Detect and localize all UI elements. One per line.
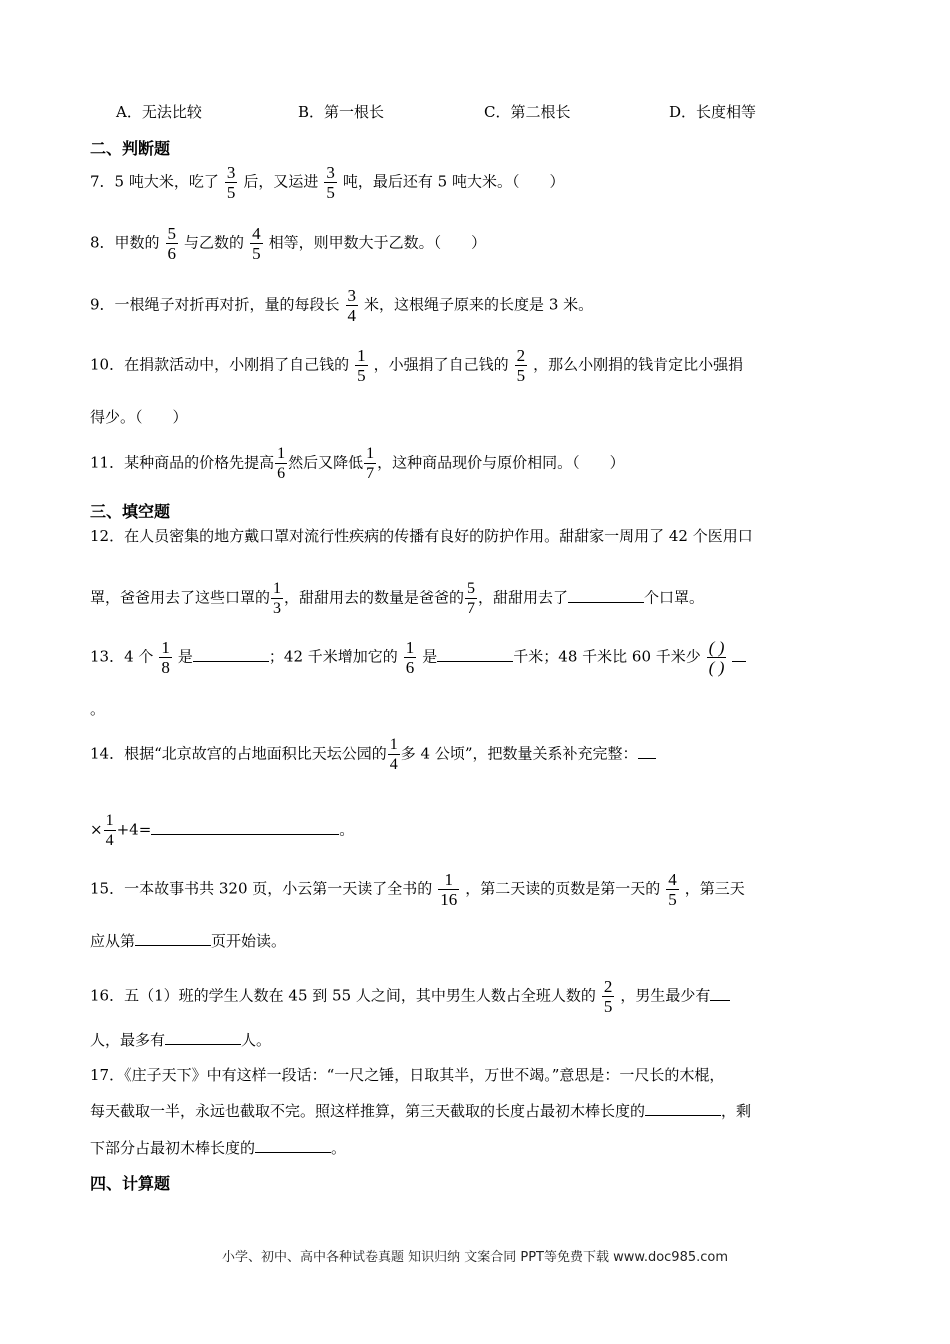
question-17-line2: 每天截取一半，永远也截取不完。照这样推算，第三天截取的长度占最初木棒长度的 ，剩	[90, 1102, 752, 1120]
question-14: 14．根据“北京故宫的占地面积比天坛公园的 $\frac{1}{4}$ 多 4 公顷”，把数量关系补充完整：	[90, 735, 656, 774]
question-10: 10．在捐款活动中，小刚捐了自己钱的 $\frac{1}{5}$ ，小强捐了自己钱的 $\frac{2}{5}$ ，那么小刚捐的钱肯定比小强捐	[90, 346, 744, 385]
section-calc-heading: 四、计算题	[90, 1174, 171, 1193]
question-16-cont: 人，最多有 人。	[90, 1031, 272, 1049]
answer-blank[interactable]	[193, 647, 269, 662]
question-17: 17．《庄子天下》中有这样一段话：“一尺之锤，日取其半，万世不竭。”意思是：一尺长的木棍，	[90, 1066, 725, 1084]
fraction: $\frac{1}{8}$	[161, 638, 170, 677]
answer-blank[interactable]	[732, 647, 746, 662]
fraction: $\frac{3}{5}$	[326, 163, 335, 202]
answer-blank[interactable]	[437, 647, 513, 662]
fraction-blank[interactable]: $\frac{( )}{( )}$	[708, 638, 725, 677]
fraction: $\frac{1}{16}$	[440, 870, 458, 909]
question-17-line3: 下部分占最初木棒长度的 。	[90, 1139, 347, 1157]
question-12-cont: 罩，爸爸用去了这些口罩的 $\frac{1}{3}$ ，甜甜用去的数量是爸爸的 $\frac{5}{7}$ ，甜甜用去了 个口罩。	[90, 580, 705, 617]
answer-blank[interactable]	[645, 1101, 721, 1116]
question-8: 8．甲数的 $\frac{5}{6}$ 与乙数的 $\frac{4}{5}$ 相等，则甲数大于乙数。（ ）	[90, 224, 487, 263]
fraction: $\frac{1}{3}$	[273, 580, 282, 617]
fraction: $\frac{2}{5}$	[516, 346, 526, 385]
option-b: B．第一根长	[298, 103, 385, 121]
section-fill-heading: 三、填空题	[90, 502, 171, 521]
question-15: 15．一本故事书共 320 页，小云第一天读了全书的 $\frac{1}{16}$ ，第二天读的页数是第一天的 $\frac{4}{5}$ ，第三天	[90, 870, 745, 909]
answer-blank[interactable]	[151, 820, 339, 835]
question-16: 16．五（1）班的学生人数在 45 到 55 人之间，其中男生人数占全班人数的 $\frac{2}{5}$ ，男生最少有	[90, 977, 730, 1016]
fraction: $\frac{5}{7}$	[467, 580, 476, 617]
page-footer: 小学、初中、高中各种试卷真题 知识归纳 文案合同 PPT等免费下载 www.doc985.com	[221, 1250, 729, 1265]
answer-blank[interactable]	[165, 1030, 241, 1045]
answer-blank[interactable]	[135, 931, 211, 946]
fraction: $\frac{1}{4}$	[389, 736, 398, 773]
fraction: $\frac{1}{7}$	[366, 445, 375, 482]
fraction: $\frac{4}{5}$	[252, 224, 261, 263]
fraction: $\frac{2}{5}$	[603, 977, 613, 1016]
question-12: 12．在人员密集的地方戴口罩对流行性疾病的传播有良好的防护作用。甜甜家一周用了 42 个医用口	[90, 527, 753, 545]
option-a: A．无法比较	[116, 103, 202, 121]
answer-blank[interactable]	[568, 588, 644, 603]
fraction: $\frac{5}{6}$	[167, 224, 177, 263]
fraction: $\frac{3}{5}$	[226, 163, 236, 202]
question-7: 7．5 吨大米，吃了 $\frac{3}{5}$ 后，又运进 $\frac{3}{5}$ 吨，最后还有 5 吨大米。（ ）	[90, 163, 565, 202]
section-judge-heading: 二、判断题	[90, 139, 171, 158]
answer-blank[interactable]	[638, 744, 656, 759]
question-13-end: 。	[90, 700, 106, 718]
option-d: D．长度相等	[669, 103, 757, 121]
answer-blank[interactable]	[255, 1138, 331, 1153]
fraction: $\frac{3}{4}$	[347, 286, 357, 325]
fraction: $\frac{1}{4}$	[105, 812, 114, 849]
question-14-cont: × $\frac{1}{4}$ +4= 。	[90, 812, 355, 849]
fraction: $\frac{4}{5}$	[668, 870, 677, 909]
fraction: $\frac{1}{6}$	[277, 445, 286, 482]
question-11: 11．某种商品的价格先提高 $\frac{1}{6}$ 然后又降低 $\frac{1}{7}$ ，这种商品现价与原价相同。（ ）	[90, 445, 625, 482]
question-10-cont: 得少。（ ）	[90, 408, 188, 426]
fraction: $\frac{1}{6}$	[405, 638, 415, 677]
answer-blank[interactable]	[710, 986, 730, 1001]
question-13: 13．4 个 $\frac{1}{8}$ 是 ；42 千米增加它的 $\frac{1}{6}$ 是 千米；48 千米比 60 千米少 $\frac{( )}{( )}$	[90, 638, 746, 677]
option-c: C．第二根长	[484, 103, 571, 121]
question-9: 9．一根绳子对折再对折，量的每段长 $\frac{3}{4}$ 米，这根绳子原来的长度是 3 米。	[90, 286, 594, 325]
question-15-cont: 应从第 页开始读。	[90, 932, 287, 950]
fraction: $\frac{1}{5}$	[357, 346, 366, 385]
